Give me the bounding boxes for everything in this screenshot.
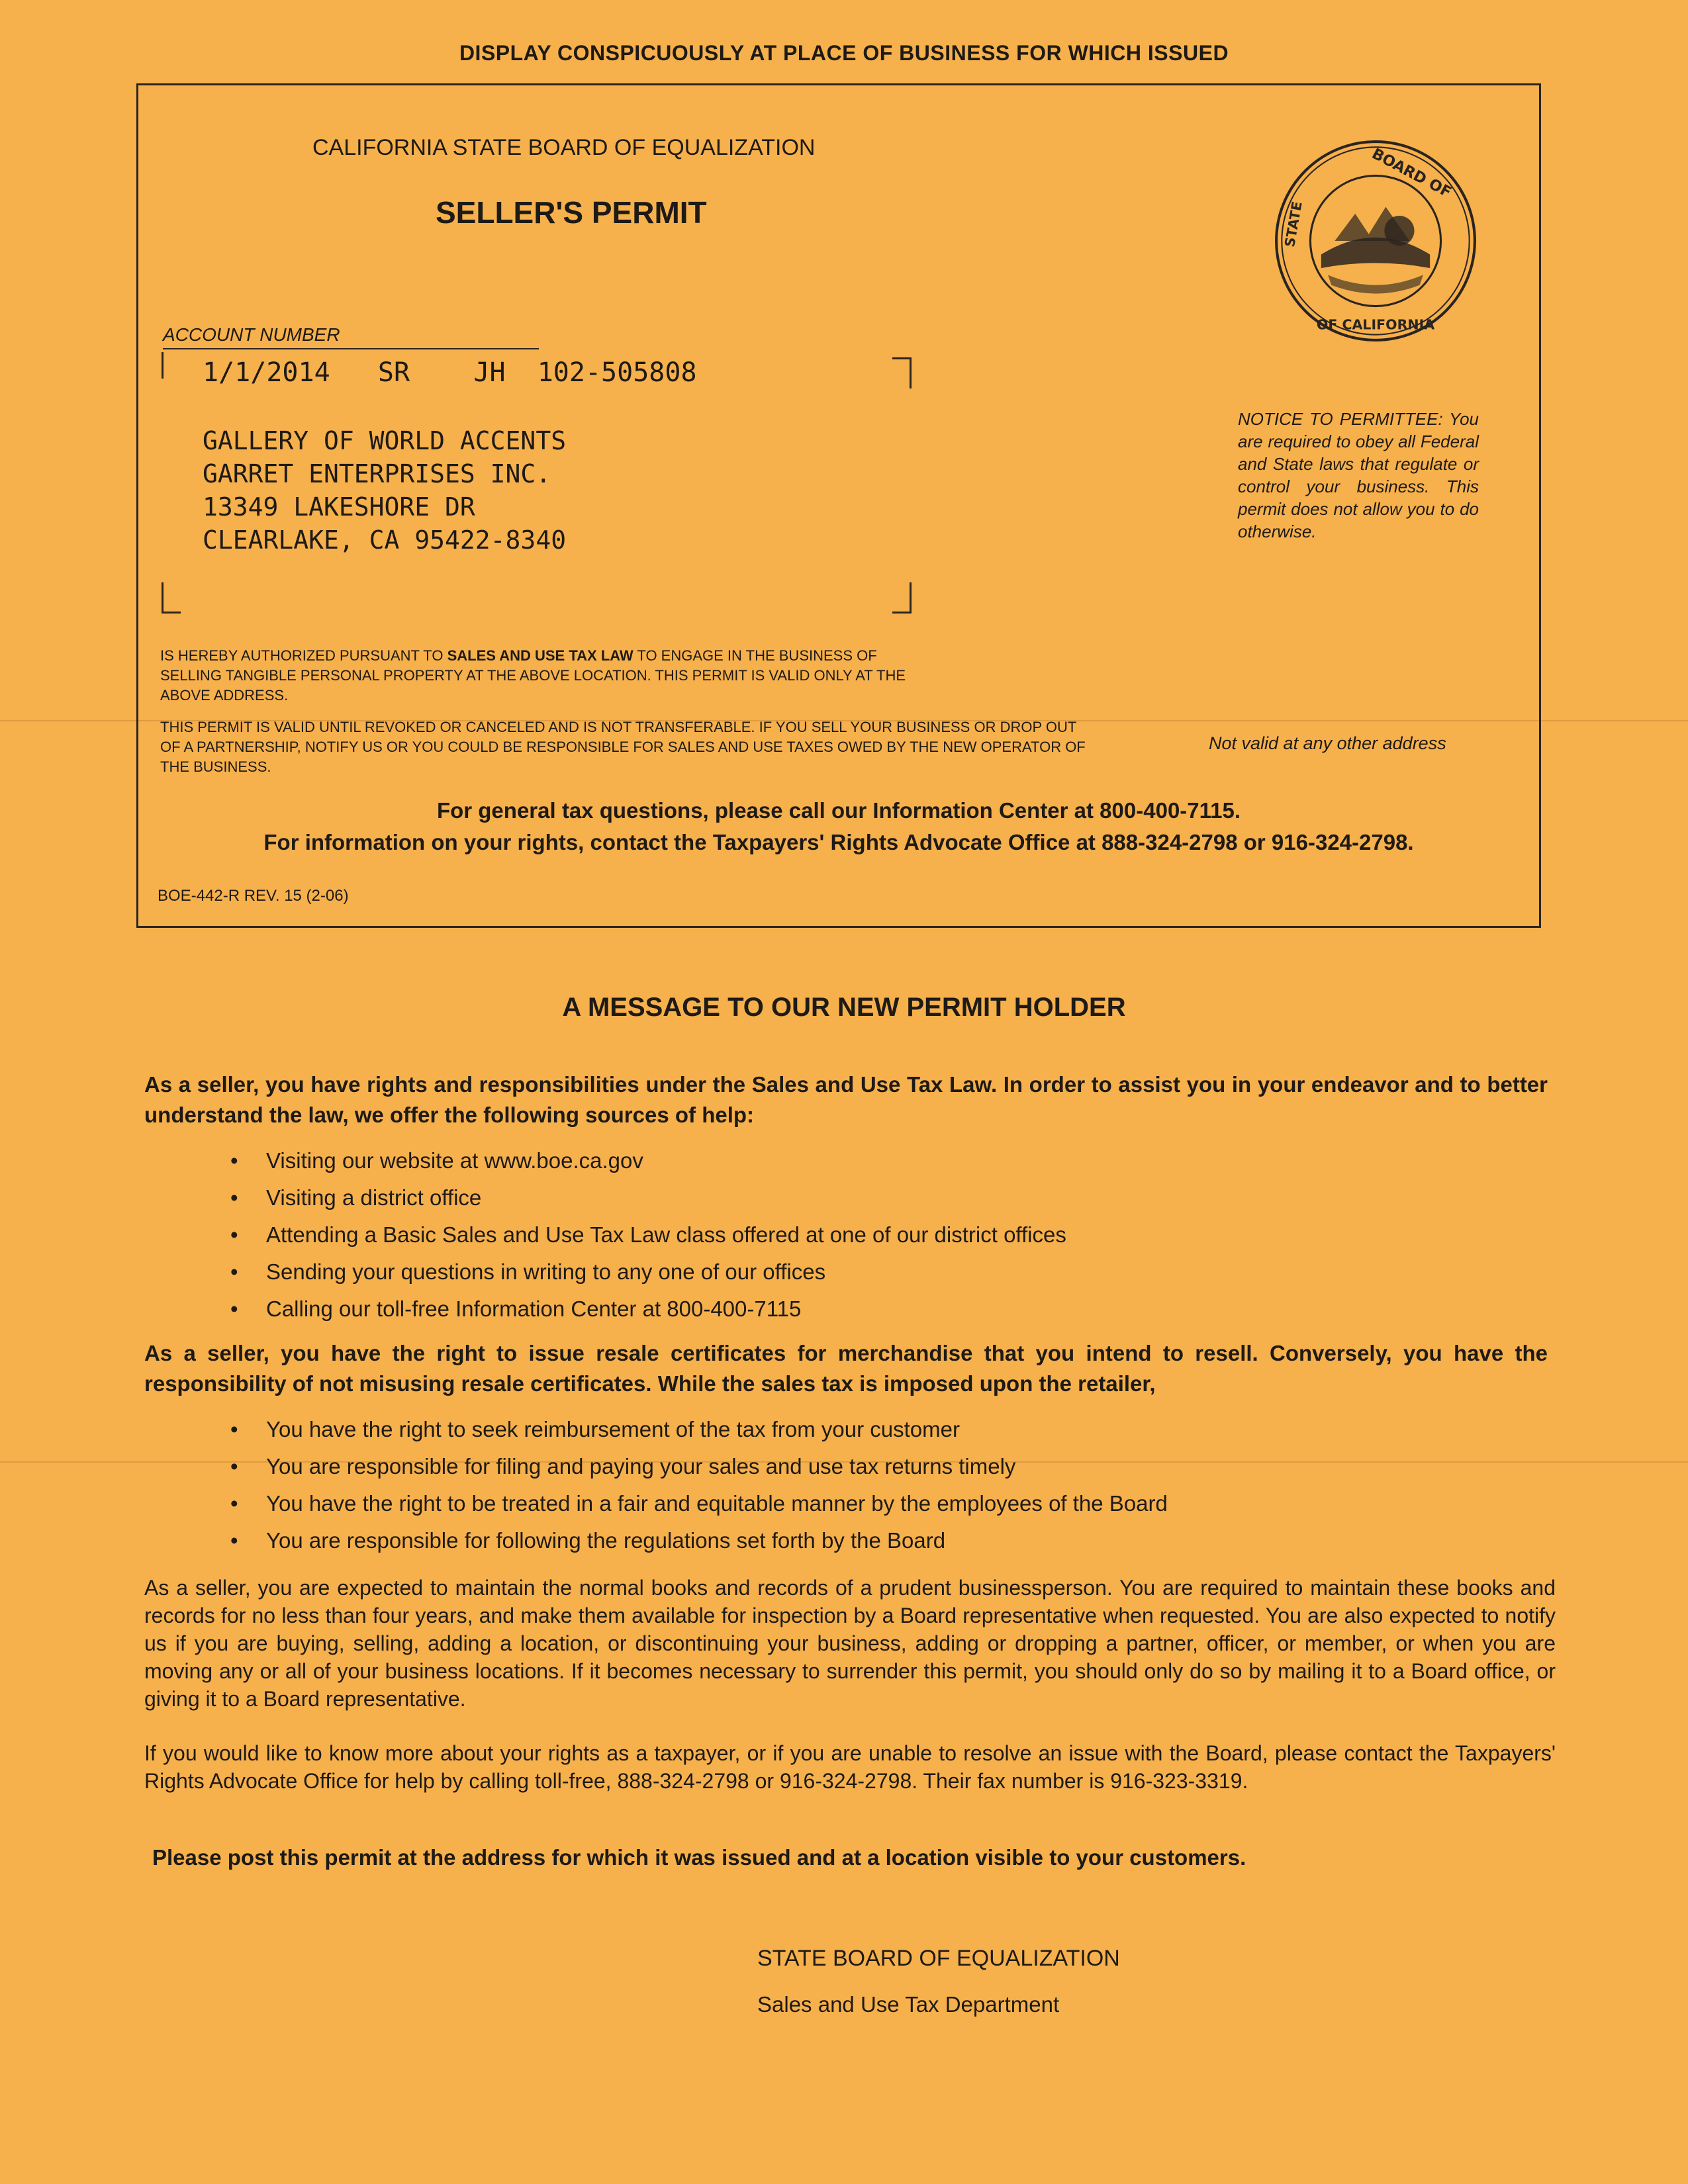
list-item-text: You are responsible for following the regulations set forth by the Board — [266, 1528, 946, 1553]
notice-to-permittee: NOTICE TO PERMITTEE: You are required to obey all Federal and State laws that regulate or control your business. This permit does not allow you to do otherwise. — [1238, 409, 1479, 541]
intro-paragraph: As a seller, you have rights and responsibilities under the Sales and Use Tax Law. In order to assist you in your endeavor and to better understand the law, we offer the following sources of help: — [144, 1072, 1548, 1127]
records-paragraph: As a seller, you are expected to maintain the normal books and records of a prudent businessperson. You are required to maintain these books and records for no less than four years, and make them available for inspection by a Board representative when requested. You are also expected to notify us if you are buying, selling, adding a location, or discontinuing your business, adding or dropping a partner, officer, or member, or when you are moving any or all of your business locations. If it becomes necessary to surrender this permit, you should only do so by mailing it to a Board office, or giving it to a Board representative. — [144, 1576, 1556, 1711]
agency-name: CALIFORNIA STATE BOARD OF EQUALIZATION — [312, 135, 816, 160]
address-window-corner — [892, 357, 912, 388]
address-line: 13349 LAKESHORE DR — [203, 492, 475, 522]
permit-title: SELLER'S PERMIT — [436, 195, 707, 230]
list-item-text: You have the right to be treated in a fair and equitable manner by the employees of the Board — [266, 1491, 1168, 1516]
signature-department: Sales and Use Tax Department — [757, 1992, 1060, 2017]
authorization-text — [160, 646, 921, 705]
account-number-label: ACCOUNT NUMBER — [163, 324, 340, 345]
list-item-text: You have the right to seek reimbursement of the tax from your customer — [266, 1417, 960, 1441]
bullet-icon: • — [230, 1185, 238, 1210]
validity-text: THIS PERMIT IS VALID UNTIL REVOKED OR CANCELED AND IS NOT TRANSFERABLE. IF YOU SELL YOUR BUSINESS OR DROP OUT OF A PARTNERSHIP, NOTIFY US OR YOU COULD BE RESPONSIBLE FOR SALES AND USE TAXES OWED BY THE NEW OPERATOR OF THE BUSINESS. — [160, 719, 1086, 775]
list-item-text: Attending a Basic Sales and Use Tax Law class offered at one of our district offices — [266, 1222, 1066, 1247]
info-center-line: For general tax questions, please call our Information Center at 800-400-7115. — [436, 798, 1241, 823]
bullet-icon: • — [230, 1222, 238, 1247]
svg-text:STATE: STATE — [1282, 200, 1305, 249]
state-seal-icon — [1274, 139, 1477, 343]
address-window-corner — [162, 582, 181, 614]
account-number-value: 1/1/2014 SR JH 102-505808 — [203, 357, 697, 388]
authorization-law-name: SALES AND USE TAX LAW — [447, 647, 633, 664]
form-number: BOE-442-R REV. 15 (2-06) — [158, 887, 349, 905]
bullet-icon: • — [230, 1491, 238, 1516]
address-window-corner — [162, 352, 181, 379]
display-banner: DISPLAY CONSPICUOUSLY AT PLACE OF BUSINESS FOR WHICH ISSUED — [459, 41, 1229, 65]
address-line: GALLERY OF WORLD ACCENTS — [203, 426, 567, 455]
rights-advocate-line: For information on your rights, contact the Taxpayers' Rights Advocate Office at 888-324-2798 or 916-324-2798. — [263, 830, 1414, 854]
list-item-text: Visiting a district office — [266, 1185, 482, 1210]
message-title: A MESSAGE TO OUR NEW PERMIT HOLDER — [562, 993, 1126, 1022]
list-item-text: Visiting our website at www.boe.ca.gov — [266, 1148, 643, 1173]
signature-agency: STATE BOARD OF EQUALIZATION — [757, 1946, 1120, 1971]
address-line: CLEARLAKE, CA 95422-8340 — [203, 525, 567, 555]
authorization-text-tail: TO ENGAGE IN THE BUSINESS OF SELLING TANGIBLE PERSONAL PROPERTY AT THE ABOVE LOCATION. THIS PERMIT IS VALID ONLY AT THE ABOVE ADDRESS. — [160, 647, 906, 704]
list-item-text: You are responsible for filing and paying your sales and use tax returns timely — [266, 1454, 1016, 1479]
bullet-icon: • — [230, 1454, 238, 1479]
authorization-text-lead: IS HEREBY AUTHORIZED PURSUANT TO — [160, 647, 447, 664]
list-item-text: Calling our toll-free Information Center at 800-400-7115 — [266, 1297, 802, 1321]
bullet-icon: • — [230, 1259, 238, 1284]
address-window-corner — [892, 582, 912, 614]
resale-paragraph: As a seller, you have the right to issue resale certificates for merchandise that you intend to resell. Conversely, you have the responsibility of not misusing resale certificates. While the sales tax is imposed upon the retailer, — [144, 1341, 1548, 1396]
bullet-icon: • — [230, 1528, 238, 1553]
bullet-icon: • — [230, 1148, 238, 1173]
list-item-text: Sending your questions in writing to any one of our offices — [266, 1259, 826, 1284]
address-line: GARRET ENTERPRISES INC. — [203, 459, 551, 488]
not-valid-note: Not valid at any other address — [1209, 733, 1446, 753]
bullet-icon: • — [230, 1297, 238, 1321]
svg-text:BOARD OF: BOARD OF — [1369, 145, 1454, 202]
post-permit-instruction: Please post this permit at the address for which it was issued and at a location visible to your customers. — [152, 1845, 1246, 1870]
account-number-rule — [163, 348, 539, 349]
advocate-paragraph: If you would like to know more about your rights as a taxpayer, or if you are unable to resolve an issue with the Board, please contact the Taxpayers' Rights Advocate Office for help by calling toll-free, 888-324-2798 or 916-324-2798. Their fax number is 916-323-3319. — [144, 1741, 1556, 1793]
svg-text:OF CALIFORNIA: OF CALIFORNIA — [1316, 316, 1435, 333]
bullet-icon: • — [230, 1417, 238, 1441]
